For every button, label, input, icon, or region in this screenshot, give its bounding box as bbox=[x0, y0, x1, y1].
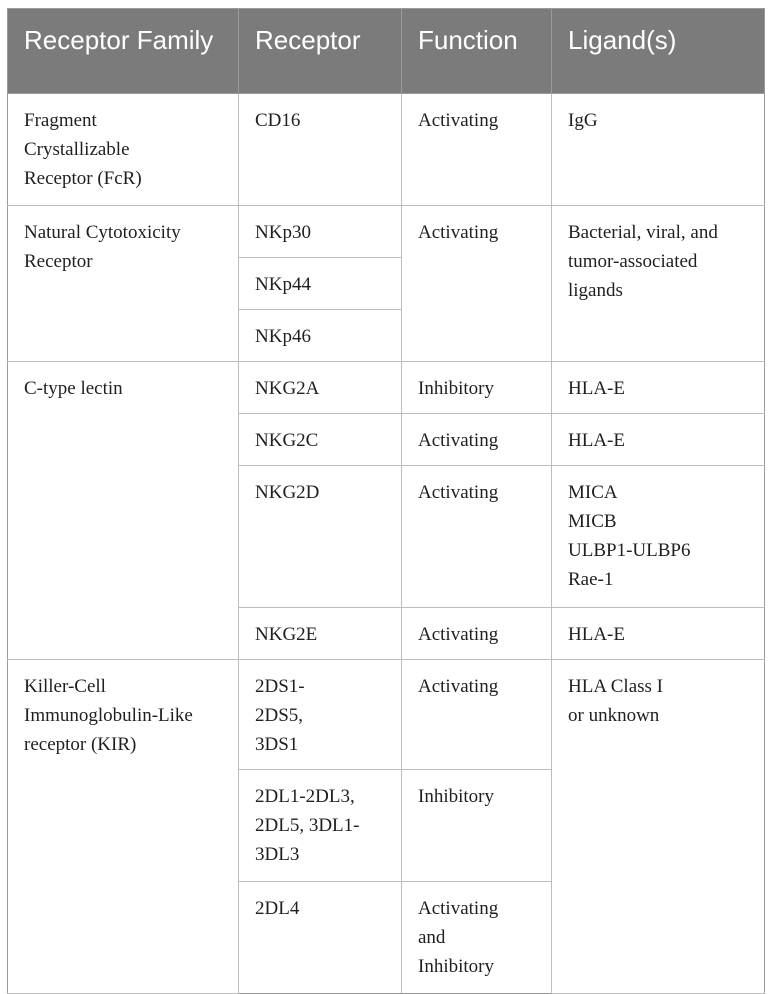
ligand-cell: IgG bbox=[552, 94, 765, 206]
ligand-cell: HLA-E bbox=[552, 414, 765, 466]
ligand-line: ULBP1-ULBP6 bbox=[568, 540, 691, 561]
header-row bbox=[8, 9, 765, 94]
table-row bbox=[8, 660, 765, 770]
ligand-cell: HLA-E bbox=[552, 362, 765, 414]
receptor-cell: 2DS1-2DS5, 3DS1 bbox=[239, 660, 402, 770]
receptor-cell: CD16 bbox=[239, 94, 402, 206]
table-row bbox=[8, 362, 765, 414]
function-cell: Activating bbox=[402, 608, 552, 660]
receptor-cell: NKG2C bbox=[239, 414, 402, 466]
receptor-cell: 2DL1-2DL3, 2DL5, 3DL1-3DL3 bbox=[239, 770, 402, 882]
family-cell: Fragment Crystallizable Receptor (FcR) bbox=[8, 94, 239, 206]
ligand-line: HLA Class I bbox=[568, 676, 663, 697]
ligand-line: Rae-1 bbox=[568, 569, 614, 590]
family-cell: C-type lectin bbox=[8, 362, 239, 660]
function-cell: Activating bbox=[402, 94, 552, 206]
receptor-cell: NKG2D bbox=[239, 466, 402, 608]
family-cell: Natural Cytotoxicity Receptor bbox=[8, 206, 239, 362]
ligand-cell bbox=[552, 466, 765, 608]
function-cell: Activating bbox=[402, 660, 552, 770]
function-cell: Activating bbox=[402, 414, 552, 466]
header-ligands: Ligand(s) bbox=[552, 9, 765, 94]
table-row bbox=[8, 206, 765, 258]
header-receptor-family: Receptor Family bbox=[8, 9, 239, 94]
ligand-cell: HLA-E bbox=[552, 608, 765, 660]
receptor-cell: NKp30 bbox=[239, 206, 402, 258]
receptor-cell: 2DL4 bbox=[239, 882, 402, 994]
function-cell: Activating bbox=[402, 206, 552, 362]
receptor-cell: NKp44 bbox=[239, 258, 402, 310]
header-receptor: Receptor bbox=[239, 9, 402, 94]
function-cell: Inhibitory bbox=[402, 362, 552, 414]
ligand-line: MICB bbox=[568, 511, 617, 532]
receptor-cell: NKG2E bbox=[239, 608, 402, 660]
ligand-cell: Bacterial, viral, and tumor-associated ligands bbox=[552, 206, 765, 362]
table-row bbox=[8, 94, 765, 206]
receptor-cell: NKp46 bbox=[239, 310, 402, 362]
receptor-cell: NKG2A bbox=[239, 362, 402, 414]
header-function: Function bbox=[402, 9, 552, 94]
ligand-line: MICA bbox=[568, 482, 618, 503]
ligand-line: or unknown bbox=[568, 705, 660, 726]
ligand-cell bbox=[552, 660, 765, 994]
function-cell: Activating and Inhibitory bbox=[402, 882, 552, 994]
function-cell: Activating bbox=[402, 466, 552, 608]
family-cell: Killer-Cell Immunoglobulin-Like receptor (KIR) bbox=[8, 660, 239, 994]
receptor-table bbox=[7, 8, 765, 994]
function-cell: Inhibitory bbox=[402, 770, 552, 882]
